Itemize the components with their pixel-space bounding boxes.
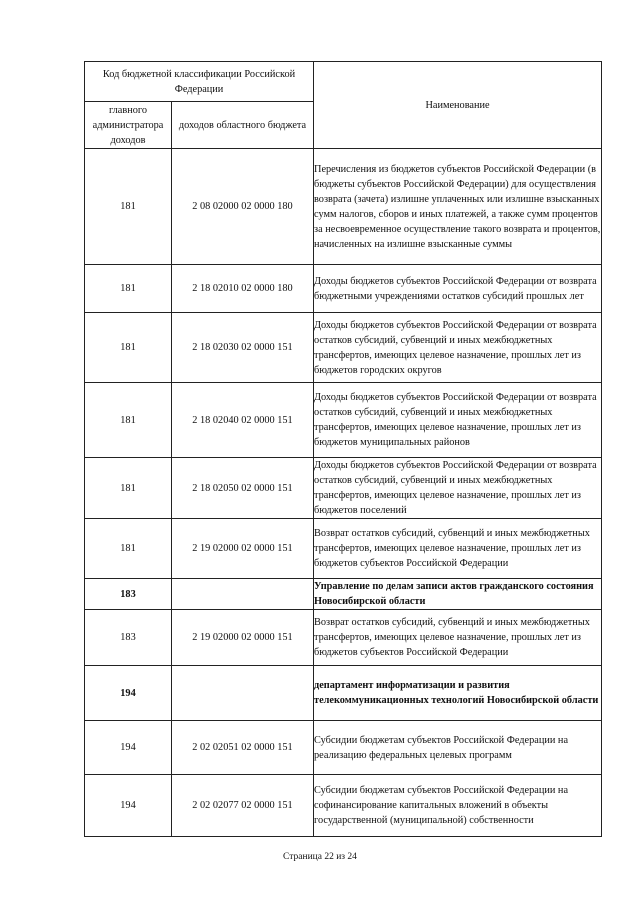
table-row [85, 579, 602, 610]
name-cell: Доходы бюджетов субъектов Российской Федерации от возврата остатков субсидий, субвенций и иных межбюджетных трансфертов, имеющих целевое назначение, прошлых лет из бюджетов муниципальных районов [314, 383, 602, 458]
name-cell: Субсидии бюджетам субъектов Российской Федерации на софинансирование капитальных вложений в объекты государственной (муниципальной) собственности [314, 775, 602, 837]
name-cell: Субсидии бюджетам субъектов Российской Федерации на реализацию федеральных целевых программ [314, 721, 602, 775]
header-name-cell: Наименование [314, 62, 602, 149]
table-row [85, 265, 602, 313]
revenue-code-cell: 2 19 02000 02 0000 151 [172, 519, 314, 579]
admin-code-cell: 194 [85, 721, 172, 775]
admin-code-cell: 183 [85, 610, 172, 666]
name-cell: Управление по делам записи актов гражданского состояния Новосибирской области [314, 579, 602, 610]
revenue-code-cell: 2 18 02040 02 0000 151 [172, 383, 314, 458]
revenue-code-cell [172, 579, 314, 610]
table-row [85, 458, 602, 519]
name-cell: Возврат остатков субсидий, субвенций и иных межбюджетных трансфертов, имеющих целевое назначение, прошлых лет из бюджетов субъектов Российской Федерации [314, 519, 602, 579]
header-admin-cell: главного администратора доходов [85, 102, 172, 149]
admin-code-cell: 183 [85, 579, 172, 610]
header-row-1 [85, 62, 602, 102]
header-code-cell: доходов областного бюджета [172, 102, 314, 149]
admin-code-cell: 181 [85, 383, 172, 458]
revenue-code-cell: 2 19 02000 02 0000 151 [172, 610, 314, 666]
name-cell: департамент информатизации и развития телекоммуникационных технологий Новосибирской области [314, 666, 602, 721]
revenue-code-cell: 2 18 02010 02 0000 180 [172, 265, 314, 313]
admin-code-cell: 181 [85, 519, 172, 579]
admin-code-cell: 181 [85, 313, 172, 383]
table-row [85, 666, 602, 721]
table-row [85, 383, 602, 458]
revenue-code-cell: 2 08 02000 02 0000 180 [172, 149, 314, 265]
revenue-code-cell: 2 02 02077 02 0000 151 [172, 775, 314, 837]
table-row [85, 721, 602, 775]
table-row [85, 519, 602, 579]
admin-code-cell: 194 [85, 775, 172, 837]
admin-code-cell: 181 [85, 265, 172, 313]
name-cell: Доходы бюджетов субъектов Российской Федерации от возврата остатков субсидий, субвенций и иных межбюджетных трансфертов, имеющих целевое назначение, прошлых лет из бюджетов поселений [314, 458, 602, 519]
admin-code-cell: 181 [85, 149, 172, 265]
revenue-code-cell [172, 666, 314, 721]
admin-code-cell: 194 [85, 666, 172, 721]
name-cell: Доходы бюджетов субъектов Российской Федерации от возврата остатков субсидий, субвенций и иных межбюджетных трансфертов, имеющих целевое назначение, прошлых лет из бюджетов городских округов [314, 313, 602, 383]
page-footer: Страница 22 из 24 [283, 852, 357, 862]
name-cell: Доходы бюджетов субъектов Российской Федерации от возврата бюджетными учреждениями остатков субсидий прошлых лет [314, 265, 602, 313]
budget-classification-table [84, 61, 602, 837]
admin-code-cell: 181 [85, 458, 172, 519]
name-cell: Возврат остатков субсидий, субвенций и иных межбюджетных трансфертов, имеющих целевое назначение, прошлых лет из бюджетов субъектов Российской Федерации [314, 610, 602, 666]
table-row [85, 775, 602, 837]
table-row [85, 610, 602, 666]
revenue-code-cell: 2 02 02051 02 0000 151 [172, 721, 314, 775]
table-row [85, 313, 602, 383]
revenue-code-cell: 2 18 02050 02 0000 151 [172, 458, 314, 519]
name-cell: Перечисления из бюджетов субъектов Российской Федерации (в бюджеты субъектов Российской Федерации) для осуществления возврата (зачета) излишне уплаченных или излишне взысканных сумм налогов, сборов и иных платежей, а также сумм процентов за несвоевременное осуществление такого возврата и процентов, начисленных на излишне взысканные суммы [314, 149, 602, 265]
header-group-cell: Код бюджетной классификации Российской Федерации [85, 62, 314, 102]
revenue-code-cell: 2 18 02030 02 0000 151 [172, 313, 314, 383]
table-row [85, 149, 602, 265]
